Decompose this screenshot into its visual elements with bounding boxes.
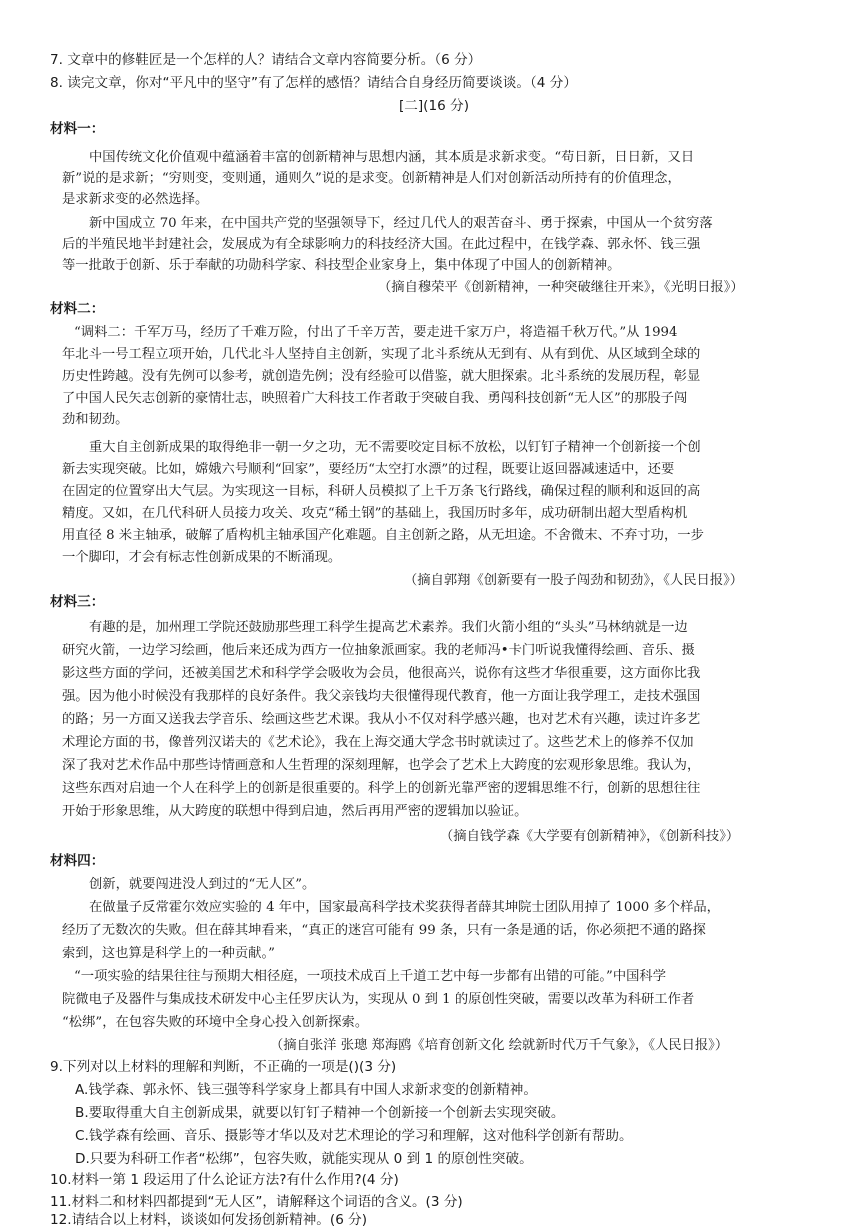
material-1-line: 后的半殖民地半封建社会，发展成为有全球影响力的科技经济大国。在此过程中，在钱学森、郭永怀、钱三强 [62, 237, 701, 252]
material-3-line: 影这些方面的学问，还被美国艺术和科学学会吸收为会员，他很高兴，说你有这些才华很重要，这方面你比我 [62, 666, 701, 681]
material-4-line: “松绑”，在包容失败的环境中全身心投入创新探索。 [62, 1015, 369, 1030]
material-2-source: （摘自郭翔《创新要有一股子闯劲和韧劲》，《人民日报》） [404, 573, 744, 588]
material-3-heading: 材料三： [50, 594, 105, 610]
material-2-line: 用直径 8 米主轴承，破解了盾构机主轴承国产化难题。自主创新之路，从无坦途。不舍微末、不弃寸功，一步 [62, 528, 704, 543]
material-3-source: （摘自钱学森《大学要有创新精神》，《创新科技》） [440, 829, 740, 844]
question-12: 12.请结合以上材料，谈谈如何发扬创新精神。(6 分) [50, 1212, 368, 1228]
question-11: 11.材料二和材料四都提到“无人区”，请解释这个词语的含义。(3 分) [50, 1194, 463, 1210]
material-1-line: 新中国成立 70 年来，在中国共产党的坚强领导下，经过几代人的艰苦奋斗、勇于探索，中国从一个贫穷落 [89, 216, 713, 231]
material-4-line: 索到，这也算是科学上的一种贡献。” [62, 946, 275, 961]
material-1-line: 是求新求变的必然选择。 [62, 192, 209, 207]
question-9-option-b: B.要取得重大自主创新成果，就要以钉钉子精神一个创新接一个创新去实现突破。 [75, 1105, 565, 1121]
question-8: 8. 读完文章，你对“平凡中的坚守”有了怎样的感悟？请结合自身经历简要谈谈。（4 分） [50, 75, 577, 91]
section-2-title: [二](16 分) [398, 98, 470, 114]
material-4-line: 在做量子反常霍尔效应实验的 4 年中，国家最高科学技术奖获得者薛其坤院士团队用掉了 1000 多个样品， [89, 900, 720, 915]
question-9: 9.下列对以上材料的理解和判断，不正确的一项是()(3 分) [50, 1059, 397, 1075]
question-7: 7. 文章中的修鞋匠是一个怎样的人？请结合文章内容简要分析。（6 分） [50, 52, 482, 68]
material-1-source: （摘自穆荣平《创新精神，一种突破继往开来》，《光明日报》） [378, 280, 744, 295]
material-4-line: 经历了无数次的失败。但在薛其坤看来，“真正的迷宫可能有 99 条，只有一条是通的话，你必须把不通的路探 [62, 923, 706, 938]
material-2-line: 年北斗一号工程立项开始，几代北斗人坚持自主创新，实现了北斗系统从无到有、从有到优、从区域到全球的 [62, 347, 701, 362]
material-1-line: 新”说的是求新；“穷则变，变则通，通则久”说的是求变。创新精神是人们对创新活动所持有的价值理念， [62, 171, 681, 186]
material-4-source: （摘自张洋 张璁 郑海鸥《培育创新文化 绘就新时代万千气象》，《人民日报》） [270, 1038, 729, 1053]
material-3-line: 强。因为他小时候没有我那样的良好条件。我父亲钱均夫很懂得现代教育，他一方面让我学理工，走技术强国 [62, 689, 701, 704]
material-3-line: 的路；另一方面又送我去学音乐、绘画这些艺术课。我从小不仅对科学感兴趣，也对艺术有兴趣，读过许多艺 [62, 712, 701, 727]
material-3-line: 研究火箭，一边学习绘画，他后来还成为西方一位抽象派画家。我的老师冯•卡门听说我懂得绘画、音乐、摄 [62, 643, 695, 658]
material-2-line: 了中国人民矢志创新的豪情壮志，映照着广大科技工作者敢于突破自我、勇闯科技创新“无人区”的那股子闯 [62, 391, 688, 406]
material-3-line: 有趣的是，加州理工学院还鼓励那些理工科学生提高艺术素养。我们火箭小组的“头头”马林纳就是一边 [89, 620, 688, 635]
material-4-line: 院微电子及器件与集成技术研发中心主任罗庆认为，实现从 0 到 1 的原创性突破，需要以改革为科研工作者 [62, 992, 695, 1007]
material-4-line: “一项实验的结果往往与预期大相径庭，一项技术成百上千道工艺中每一步都有出错的可能。”中国科学 [74, 969, 667, 984]
material-3-line: 深了我对艺术作品中那些诗情画意和人生哲理的深刻理解，也学会了艺术上大跨度的宏观形象思维。我认为， [62, 758, 701, 773]
material-2-line: 精度。又如，在几代科研人员接力攻关、攻克“稀土钢”的基础上，我国历时多年，成功研制出超大型盾构机 [62, 506, 688, 521]
question-9-option-d: D.只要为科研工作者“松绑”，包容失败，就能实现从 0 到 1 的原创性突破。 [75, 1151, 533, 1167]
material-3-line: 开始于形象思维，从大跨度的联想中得到启迪，然后再用严密的逻辑加以验证。 [62, 804, 528, 819]
question-9-option-a: A.钱学森、郭永怀、钱三强等科学家身上都具有中国人求新求变的创新精神。 [75, 1082, 537, 1098]
material-4-line: 创新，就要闯进没人到过的“无人区”。 [89, 877, 316, 892]
material-1-line: 等一批敢于创新、乐于奉献的功勋科学家、科技型企业家身上，集中体现了中国人的创新精神。 [62, 258, 621, 273]
material-2-line: 劲和韧劲。 [62, 412, 129, 427]
material-2-line: 新去实现突破。比如，嫦娥六号顺利“回家”，要经历“太空打水漂”的过程，既要让返回器减速适中，还要 [62, 462, 675, 477]
material-2-line: 重大自主创新成果的取得绝非一朝一夕之功，无不需要咬定目标不放松，以钉钉子精神一个创新接一个创 [89, 440, 701, 455]
question-9-option-c: C.钱学森有绘画、音乐、摄影等才华以及对艺术理论的学习和理解，这对他科学创新有帮助。 [75, 1128, 633, 1144]
material-2-line: 历史性跨越。没有先例可以参考，就创造先例；没有经验可以借鉴，就大胆探索。北斗系统的发展历程，彰显 [62, 369, 701, 384]
material-2-line: 一个脚印，才会有标志性创新成果的不断涌现。 [62, 550, 342, 565]
material-1-line: 中国传统文化价值观中蕴涵着丰富的创新精神与思想内涵，其本质是求新求变。“苟日新，日日新，又日 [89, 150, 695, 165]
material-2-line: “调料二：千军万马，经历了千难万险，付出了千辛万苦，要走进千家万户，将造福千秋万代。”从 1994 [74, 325, 678, 340]
material-3-line: 术理论方面的书，像普列汉诺夫的《艺术论》，我在上海交通大学念书时就读过了。这些艺术上的修养不仅加 [62, 735, 694, 750]
material-4-heading: 材料四： [50, 853, 105, 869]
material-2-heading: 材料二： [50, 301, 105, 317]
material-3-line: 这些东西对启迪一个人在科学上的创新是很重要的。科学上的创新光靠严密的逻辑思维不行，创新的思想往往 [62, 781, 701, 796]
material-2-line: 在固定的位置穿出大气层。为实现这一目标，科研人员模拟了上千万条飞行路线，确保过程的顺利和返回的高 [62, 484, 701, 499]
material-1-heading: 材料一： [50, 121, 105, 137]
question-10: 10.材料一第 1 段运用了什么论证方法?有什么作用?(4 分) [50, 1172, 399, 1188]
